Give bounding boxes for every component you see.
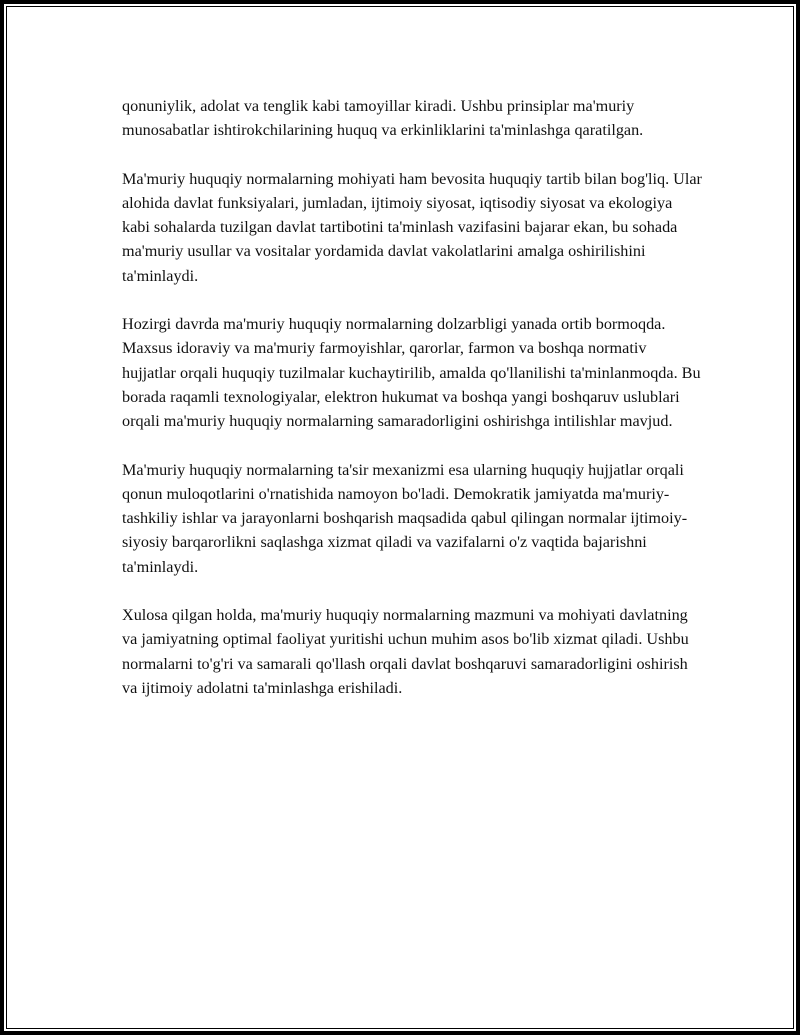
- paragraph-2: Ma'muriy huquqiy normalarning mohiyati ham bevosita huquqiy tartib bilan bog'liq. Ular alohida davlat funksiyalari, jumladan, ijtimoiy siyosat, iqtisodiy siyosat va ekologiya kabi sohalarda tuzilgan davlat tartibotini ta'minlash vazifasini bajarar ekan, bu sohada ma'muriy usullar va vositalar yordamida davlat vakolatlarini amalga oshirilishini ta'minlaydi.: [122, 169, 702, 285]
- document-body: [122, 94, 702, 724]
- paragraph-4: Ma'muriy huquqiy normalarning ta'sir mexanizmi esa ularning huquqiy hujjatlar orqali qonun muloqotlarini o'rnatishida namoyon bo'ladi. Demokratik jamiyatda ma'muriy-tashkiliy ishlar va jarayonlarni boshqarish maqsadida qabul qilingan normalar ijtimoiy-siyosiy barqarorlikni saqlashga xizmat qiladi va vazifalarni o'z vaqtida bajarishni ta'minlaydi.: [122, 460, 688, 576]
- paragraph-1: qonuniylik, adolat va tenglik kabi tamoyillar kiradi. Ushbu prinsiplar ma'muriy munosabatlar ishtirokchilarining huquq va erkinliklarini ta'minlashga qaratilgan.: [122, 97, 644, 140]
- paragraph-5: Xulosa qilgan holda, ma'muriy huquqiy normalarning mazmuni va mohiyati davlatning va jamiyatning optimal faoliyat yuritishi uchun muhim asos bo'lib xizmat qiladi. Ushbu normalarni to'g'ri va samarali qo'llash orqali davlat boshqaruvi samaradorligini oshirish va ijtimoiy adolatni ta'minlashga erishiladi.: [122, 606, 689, 697]
- paragraph-3: Hozirgi davrda ma'muriy huquqiy normalarning dolzarbligi yanada ortib bormoqda. Maxsus idoraviy va ma'muriy farmoyishlar, qarorlar, farmon va boshqa normativ hujjatlar orqali huquqiy tuzilmalar kuchaytirilib, amalda qo'llanilishi ta'minlanmoqda. Bu borada raqamli texnologiyalar, elektron hukumat va boshqa yangi boshqaruv uslublari orqali ma'muriy huquqiy normalarning samaradorligini oshirishga intilishlar mavjud.: [122, 315, 701, 431]
